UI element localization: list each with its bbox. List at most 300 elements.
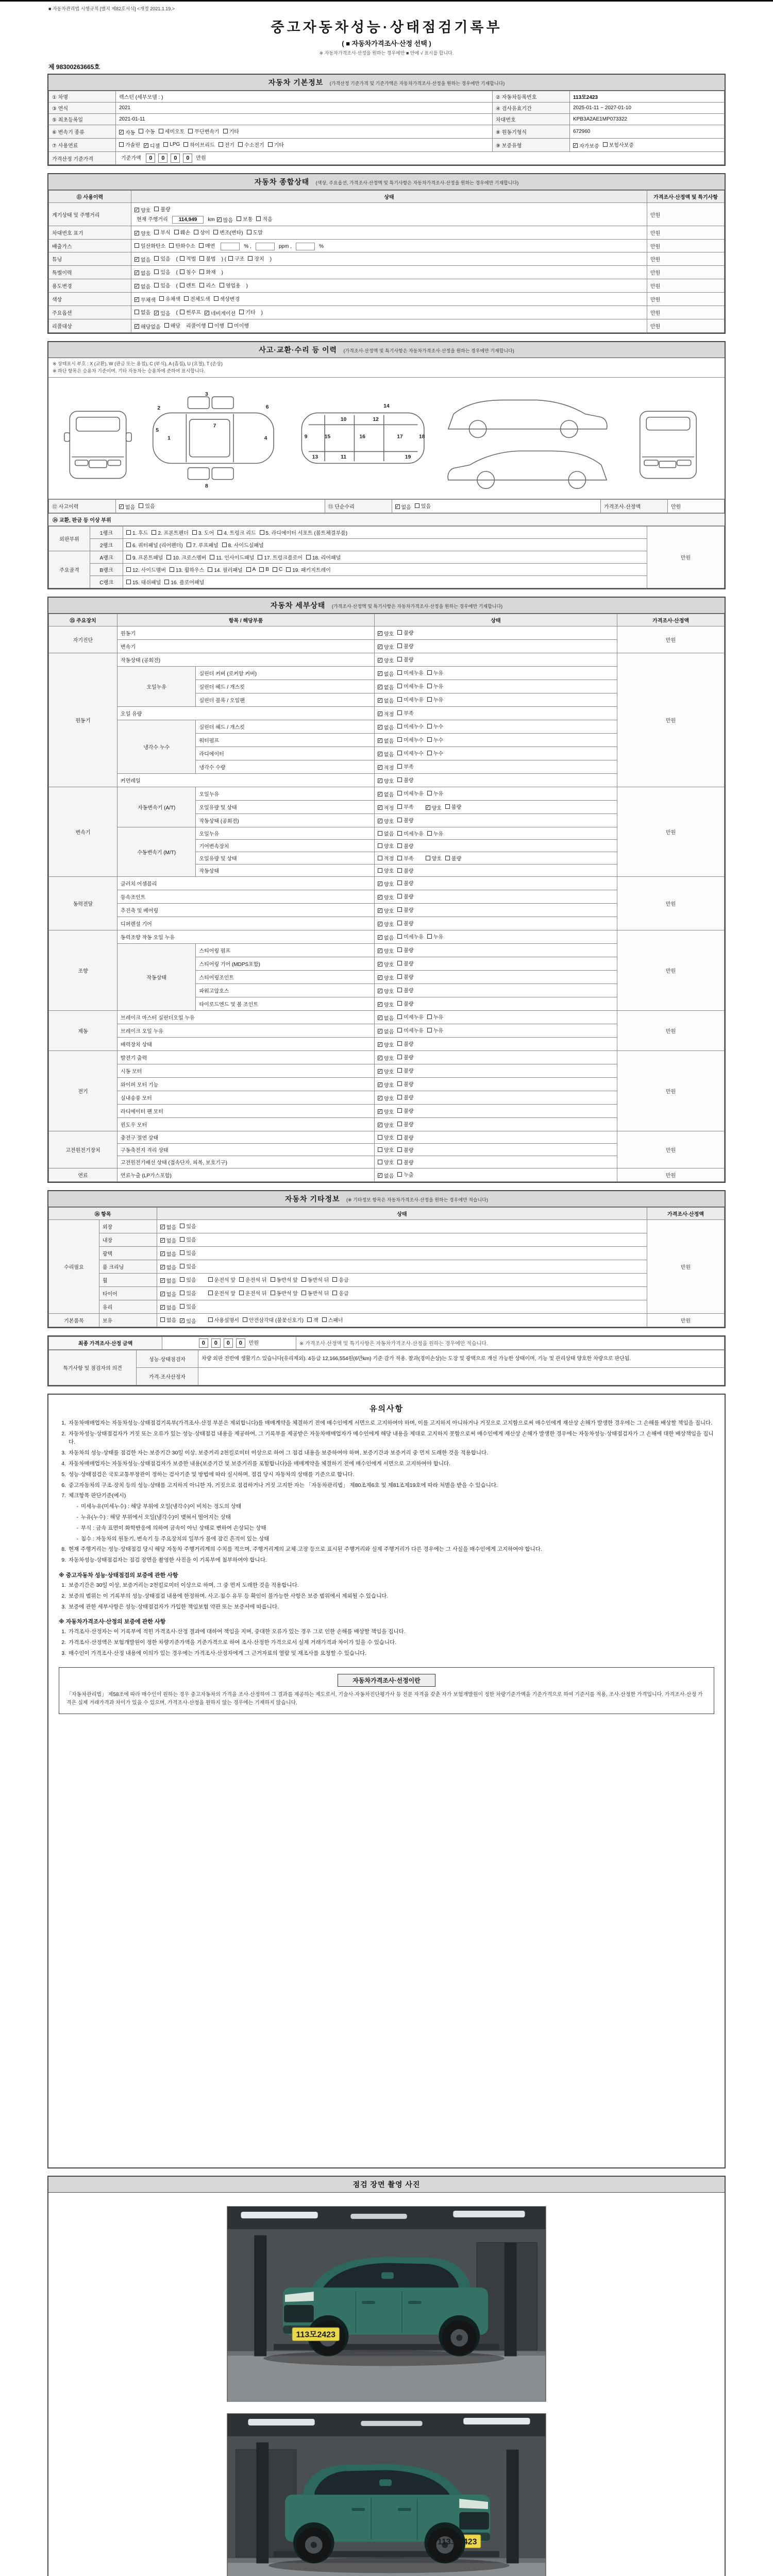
checkbox-누수[interactable] <box>427 749 443 757</box>
checkbox-운전석 뒤[interactable] <box>239 1289 266 1297</box>
checkbox-4. 트렁크 리드[interactable] <box>217 529 256 536</box>
checkbox-icon <box>397 934 402 939</box>
checkbox-label: 없음 <box>166 1292 177 1298</box>
checkbox-불량[interactable] <box>154 205 170 213</box>
detail-header-row <box>49 614 725 626</box>
part-state <box>374 626 617 639</box>
checkbox-불량[interactable] <box>397 973 413 980</box>
checkbox-있음[interactable] <box>180 1249 196 1257</box>
checkbox-미세누유[interactable] <box>397 1013 424 1021</box>
checkbox-미세누유[interactable] <box>397 829 424 837</box>
checkbox-누유[interactable] <box>427 669 443 676</box>
checkbox-리스[interactable] <box>199 281 215 289</box>
checkbox-없음[interactable] <box>135 308 150 316</box>
checkbox-label: 양호 <box>383 1069 394 1075</box>
checkbox-icon <box>397 856 402 860</box>
checkbox-응급[interactable] <box>332 1289 348 1297</box>
checkbox-icon <box>154 283 159 287</box>
checkbox-수소전기[interactable] <box>238 141 264 148</box>
checkbox-불량[interactable] <box>397 959 413 967</box>
checkbox-양호[interactable] <box>378 817 394 825</box>
checkbox-양호[interactable] <box>378 1158 394 1166</box>
checkbox-불량[interactable] <box>397 629 413 636</box>
checkbox-미세누유[interactable] <box>397 933 424 940</box>
checkbox-icon <box>246 567 251 572</box>
checkbox-적법[interactable] <box>180 255 196 262</box>
checkbox-label: 양호 <box>383 895 394 901</box>
checkbox-label: 양호 <box>383 1109 394 1115</box>
checkbox-누유[interactable] <box>427 933 443 940</box>
checkbox-도말[interactable] <box>247 228 263 236</box>
checkbox-checked-icon: ✓ <box>135 283 139 289</box>
checkbox-불량[interactable] <box>397 879 413 887</box>
checkbox-장치[interactable] <box>248 255 264 262</box>
checkbox-탄화수소[interactable] <box>169 242 195 249</box>
checkbox-양호[interactable] <box>378 987 394 995</box>
checkbox-label: 스패너 <box>328 1317 343 1324</box>
checkbox-있음[interactable] <box>180 1302 196 1310</box>
checkbox-없음[interactable] <box>160 1277 176 1284</box>
checkbox-부족[interactable] <box>397 854 413 862</box>
checkbox-누출[interactable] <box>397 1171 413 1178</box>
checkbox-icon <box>228 323 232 328</box>
checkbox-없음[interactable] <box>160 1303 176 1311</box>
checkbox-있음[interactable] <box>180 1276 196 1283</box>
checkbox-보통[interactable] <box>237 215 253 223</box>
checkbox-동반석 앞[interactable] <box>271 1276 298 1283</box>
checkbox-불량[interactable] <box>397 1053 413 1061</box>
checkbox-양호[interactable] <box>135 206 150 214</box>
checkbox-양호[interactable] <box>378 656 394 664</box>
checkbox-불량[interactable] <box>397 816 413 824</box>
price-digit: 0 <box>199 1338 208 1348</box>
checkbox-불량[interactable] <box>397 1120 413 1128</box>
part-label: 오일누유 <box>196 787 374 800</box>
inspection-valid-value: 2025-01-11 ~ 2027-01-10 <box>570 103 725 114</box>
checkbox-미이행[interactable] <box>228 321 249 329</box>
checkbox-icon <box>427 1014 432 1019</box>
checkbox-checked-icon: ✓ <box>378 764 382 770</box>
checkbox-유채색[interactable] <box>159 295 180 302</box>
checkbox-13. 휠하우스[interactable] <box>170 566 204 573</box>
checkbox-불량[interactable] <box>397 1080 413 1088</box>
checkbox-없음[interactable] <box>378 737 394 744</box>
checkbox-없음[interactable] <box>160 1250 176 1258</box>
checkbox-양호[interactable] <box>426 804 442 811</box>
checkbox-5. 라디에이터 서포트 (볼트체결부품)[interactable] <box>260 529 348 536</box>
checkbox-동반석 뒤[interactable] <box>301 1289 329 1297</box>
checkbox-없음[interactable] <box>378 1172 394 1179</box>
checkbox-양호[interactable] <box>378 1121 394 1129</box>
checkbox-누유[interactable] <box>427 696 443 703</box>
checkbox-미세누유[interactable] <box>397 669 424 676</box>
checkbox-불량[interactable] <box>445 854 461 862</box>
checkbox-동반석 앞[interactable] <box>271 1289 298 1297</box>
checkbox-B[interactable] <box>259 567 269 572</box>
checkbox-9. 프론트패널[interactable] <box>126 553 163 561</box>
checkbox-적정[interactable] <box>378 710 394 718</box>
checkbox-누유[interactable] <box>427 682 443 690</box>
notes-item-number: - <box>76 1503 78 1510</box>
checkbox-누유[interactable] <box>427 829 443 837</box>
checkbox-checked-icon: ✓ <box>119 503 124 509</box>
checkbox-무단변속기[interactable] <box>188 127 219 135</box>
checkbox-미세누유[interactable] <box>397 789 424 797</box>
checkbox-icon <box>174 230 179 234</box>
checkbox-icon <box>307 1317 312 1322</box>
checkbox-icon <box>194 230 198 234</box>
checkbox-전기[interactable] <box>219 141 234 148</box>
checkbox-icon <box>239 310 244 314</box>
part-state <box>374 1156 617 1168</box>
checkbox-세미오토[interactable] <box>159 127 185 135</box>
checkbox-label: 미세누유 <box>404 670 424 676</box>
checkbox-icon <box>219 142 223 147</box>
device-label: 조향 <box>49 930 117 1010</box>
checkbox-label: 누유 <box>433 831 444 837</box>
checkbox-동반석 뒤[interactable] <box>301 1276 329 1283</box>
checkbox-있음[interactable] <box>415 502 431 510</box>
checkbox-17. 트렁크플로어[interactable] <box>258 553 303 561</box>
checkbox-checked-icon: ✓ <box>160 1264 165 1269</box>
checkbox-양호[interactable] <box>378 893 394 901</box>
checkbox-양호[interactable] <box>378 867 394 874</box>
checkbox-있음[interactable] <box>180 1262 196 1270</box>
checkbox-없음[interactable] <box>378 934 394 941</box>
checkbox-양호[interactable] <box>135 229 150 237</box>
checkbox-A[interactable] <box>246 567 256 572</box>
checkbox-없음[interactable] <box>395 503 411 511</box>
checkbox-이행[interactable] <box>208 321 224 329</box>
checkbox-무채색[interactable] <box>135 296 156 303</box>
accident-price-label: 가격조사·산정액 <box>601 499 668 513</box>
checkbox-디젤[interactable] <box>144 142 160 149</box>
misc-item-label: 유리 <box>99 1300 157 1313</box>
checkbox-icon <box>126 555 131 560</box>
checkbox-적정[interactable] <box>378 804 394 811</box>
checkbox-양호[interactable] <box>426 854 442 862</box>
checkbox-icon <box>427 934 432 939</box>
checkbox-없음[interactable] <box>378 723 394 731</box>
checkbox-label: 없음 <box>383 1173 394 1179</box>
checkbox-label: 이행 <box>214 324 224 329</box>
checkbox-미세누유[interactable] <box>397 682 424 690</box>
checkbox-적정[interactable] <box>378 764 394 771</box>
misc-item-state <box>157 1273 647 1286</box>
checkbox-운전석 뒤[interactable] <box>239 1276 266 1283</box>
checkbox-양호[interactable] <box>378 960 394 968</box>
checkbox-가솔린[interactable] <box>119 141 140 148</box>
checkbox-label: 불량 <box>404 1160 414 1166</box>
checkbox-양호[interactable] <box>378 974 394 981</box>
checkbox-양호[interactable] <box>378 1081 394 1089</box>
checkbox-양호[interactable] <box>378 842 394 850</box>
checkbox-미세누수[interactable] <box>397 749 424 757</box>
checkbox-있음[interactable] <box>139 502 155 510</box>
checkbox-불량[interactable] <box>397 999 413 1007</box>
checkbox-없음[interactable] <box>378 829 394 837</box>
notes-item <box>59 1419 714 1428</box>
checkbox-있음[interactable] <box>154 309 170 317</box>
checkbox-불량[interactable] <box>397 642 413 650</box>
checkbox-불량[interactable] <box>397 655 413 663</box>
checkbox-일산화탄소[interactable] <box>135 242 165 249</box>
checkbox-양호[interactable] <box>378 777 394 785</box>
checkbox-누유[interactable] <box>427 1026 443 1034</box>
misc-item-label: 광택 <box>99 1246 157 1260</box>
checkbox-없음[interactable] <box>160 1236 176 1244</box>
checkbox-LPG[interactable] <box>163 142 180 147</box>
checkbox-불량[interactable] <box>397 1158 413 1166</box>
checkbox-없음[interactable] <box>378 750 394 758</box>
part-state <box>374 733 617 747</box>
checkbox-양호[interactable] <box>378 947 394 955</box>
checkbox-불량[interactable] <box>397 1066 413 1074</box>
usage-row <box>49 266 725 279</box>
checkbox-스패너[interactable] <box>322 1316 343 1324</box>
checkbox-없음[interactable] <box>160 1316 176 1324</box>
checkbox-적음[interactable] <box>256 215 272 223</box>
checkbox-불량[interactable] <box>397 1146 413 1154</box>
checkbox-icon <box>397 843 402 848</box>
checkbox-안전삼각대 (불꽃신호기)[interactable] <box>243 1316 304 1324</box>
checkbox-불량[interactable] <box>397 946 413 954</box>
checkbox-icon <box>397 1055 402 1059</box>
checkbox-8. 사이드실패널[interactable] <box>222 541 264 549</box>
checkbox-icon <box>154 230 159 234</box>
checkbox-운전석 앞[interactable] <box>208 1276 236 1283</box>
checkbox-썬루프[interactable] <box>180 308 201 316</box>
checkbox-label: 없음 <box>141 258 151 263</box>
checkbox-label: 양호 <box>383 1002 394 1008</box>
notes-item <box>71 1513 714 1522</box>
checkbox-해당[interactable] <box>164 321 180 329</box>
checkbox-checked-icon: ✓ <box>135 297 139 302</box>
checkbox-해당없음[interactable] <box>135 323 161 330</box>
checkbox-16. 플로어패널[interactable] <box>164 578 204 586</box>
checkbox-label: 많음 <box>223 218 233 224</box>
checkbox-미세누유[interactable] <box>397 696 424 703</box>
checkbox-label: 누유 <box>433 684 444 690</box>
checkbox-운전석 앞[interactable] <box>208 1289 236 1297</box>
checkbox-양호[interactable] <box>378 1133 394 1141</box>
checkbox-기타[interactable] <box>239 308 255 316</box>
checkbox-없음[interactable] <box>119 503 135 511</box>
checkbox-화재[interactable] <box>199 268 215 276</box>
misc-row <box>49 1219 725 1233</box>
checkbox-하이브리드[interactable] <box>183 141 214 148</box>
checkbox-없음[interactable] <box>135 269 150 277</box>
checkbox-양호[interactable] <box>378 1146 394 1154</box>
checkbox-응급[interactable] <box>332 1276 348 1283</box>
notes-item-number: 5. <box>61 1471 66 1478</box>
part-state <box>374 852 617 864</box>
checkbox-네비게이션[interactable] <box>205 309 236 317</box>
checkbox-양호[interactable] <box>378 1094 394 1102</box>
checkbox-icon <box>273 567 277 572</box>
checkbox-icon <box>397 710 402 715</box>
checkbox-없음[interactable] <box>378 670 394 677</box>
car-rear-view-outline <box>640 411 696 478</box>
checkbox-부식[interactable] <box>154 228 170 236</box>
checkbox-양호[interactable] <box>378 920 394 928</box>
checkbox-자가보증[interactable] <box>573 142 599 149</box>
checkbox-렌트[interactable] <box>180 281 196 289</box>
checkbox-불량[interactable] <box>397 906 413 913</box>
checkbox-없음[interactable] <box>378 697 394 704</box>
checkbox-19. 패키지트레이[interactable] <box>286 566 331 573</box>
checkbox-icon <box>397 974 402 979</box>
checkbox-label: 없음 <box>141 310 151 316</box>
checkbox-불량[interactable] <box>445 803 461 810</box>
checkbox-침수[interactable] <box>180 268 196 276</box>
checkbox-label: 불량 <box>404 921 414 927</box>
checkbox-부족[interactable] <box>397 762 413 770</box>
checkbox-없음[interactable] <box>135 256 150 263</box>
checkbox-있음[interactable] <box>180 1289 196 1297</box>
checkbox-훼손[interactable] <box>174 228 190 236</box>
checkbox-있음[interactable] <box>154 281 170 289</box>
checkbox-label: 미세누유 <box>404 934 424 940</box>
checkbox-매연[interactable] <box>199 242 215 249</box>
checkbox-불량[interactable] <box>397 867 413 874</box>
checkbox-불량[interactable] <box>397 842 413 850</box>
checkbox-양호[interactable] <box>378 1001 394 1008</box>
checkbox-기타[interactable] <box>268 141 284 148</box>
price-cell: 만원 <box>617 1050 725 1131</box>
checkbox-없음[interactable] <box>135 282 150 290</box>
checkbox-11. 인사이드패널[interactable] <box>210 553 254 561</box>
checkbox-없음[interactable] <box>378 790 394 798</box>
checkbox-있음[interactable] <box>180 1317 196 1325</box>
checkbox-없음[interactable] <box>160 1263 176 1271</box>
checkbox-icon <box>256 216 261 221</box>
checkbox-없음[interactable] <box>160 1290 176 1298</box>
checkbox-14. 필러패널[interactable] <box>208 566 242 573</box>
checkbox-있음[interactable] <box>180 1235 196 1243</box>
checkbox-양호[interactable] <box>378 1041 394 1048</box>
checkbox-2. 프론트펜더[interactable] <box>152 529 188 536</box>
checkbox-불량[interactable] <box>397 1133 413 1141</box>
checkbox-불량[interactable] <box>397 776 413 784</box>
detail-row <box>49 626 725 639</box>
checkbox-18. 리어패널[interactable] <box>306 553 341 561</box>
checkbox-label: 기타 <box>274 143 284 148</box>
exchange-section-label: ⑭ 교환, 판금 등 이상 부위 <box>48 513 725 526</box>
checkbox-label: 응급 <box>339 1277 349 1283</box>
checkbox-사용설명서[interactable] <box>208 1316 239 1324</box>
price-digit: 0 <box>158 154 167 163</box>
checkbox-미세누수[interactable] <box>397 736 424 743</box>
checkbox-없음[interactable] <box>160 1223 176 1231</box>
panel-number-10: 10 <box>340 417 347 423</box>
checkbox-checked-icon: ✓ <box>573 143 578 148</box>
exchange-row <box>49 526 725 538</box>
checkbox-부족[interactable] <box>397 803 413 810</box>
checkbox-1. 후드[interactable] <box>126 529 148 536</box>
checkbox-icon <box>180 1250 184 1255</box>
checkbox-양호[interactable] <box>378 880 394 888</box>
checkbox-label: 불량 <box>404 894 414 900</box>
checkbox-icon <box>208 1277 213 1282</box>
part-label: 배력장치 상태 <box>117 1037 375 1050</box>
checkbox-양호[interactable] <box>378 907 394 914</box>
checkbox-불량[interactable] <box>397 1107 413 1114</box>
checkbox-없음[interactable] <box>378 1014 394 1022</box>
checkbox-미세누유[interactable] <box>397 1026 424 1034</box>
checkbox-label: 불량 <box>404 1068 414 1074</box>
checkbox-자동[interactable] <box>119 128 135 136</box>
checkbox-보험사보증[interactable] <box>603 141 634 148</box>
checkbox-icon <box>160 1317 165 1322</box>
checkbox-label: 2. 프론트펜더 <box>158 530 189 536</box>
checkbox-icon <box>397 684 402 688</box>
checkbox-누수[interactable] <box>427 736 443 743</box>
registration-number-value: 113모2423 <box>570 91 725 103</box>
checkbox-있음[interactable] <box>180 1222 196 1230</box>
checkbox-없음[interactable] <box>378 683 394 691</box>
checkbox-영업용[interactable] <box>220 281 241 289</box>
checkbox-10. 크로스멤버[interactable] <box>166 553 206 561</box>
checkbox-없음[interactable] <box>378 1027 394 1035</box>
checkbox-누수[interactable] <box>427 722 443 730</box>
checkbox-15. 대쉬패널[interactable] <box>126 578 161 586</box>
checkbox-있음[interactable] <box>154 255 170 262</box>
checkbox-변조(변타)[interactable] <box>213 228 243 236</box>
checkbox-C[interactable] <box>273 567 282 572</box>
notes-item <box>59 1470 714 1479</box>
checkbox-적정[interactable] <box>378 854 394 862</box>
usage-row <box>49 226 725 240</box>
checkbox-전체도색[interactable] <box>184 295 210 302</box>
checkbox-불량[interactable] <box>397 986 413 994</box>
part-label: 발전기 출력 <box>117 1050 375 1064</box>
checkbox-부족[interactable] <box>397 709 413 717</box>
checkbox-불법[interactable] <box>199 255 215 262</box>
checkbox-누유[interactable] <box>427 1013 443 1021</box>
checkbox-3. 도어[interactable] <box>192 529 214 536</box>
checkbox-구조[interactable] <box>228 255 244 262</box>
checkbox-색상변경[interactable] <box>214 295 240 302</box>
checkbox-기타[interactable] <box>223 127 239 135</box>
checkbox-미세누수[interactable] <box>397 722 424 730</box>
device-label: 고전원전기장치 <box>49 1131 117 1168</box>
checkbox-불량[interactable] <box>397 919 413 927</box>
inline-text: ( <box>176 270 178 276</box>
checkbox-불량[interactable] <box>397 1040 413 1047</box>
checkbox-있음[interactable] <box>154 268 170 276</box>
checkbox-불량[interactable] <box>397 1093 413 1101</box>
checkbox-label: 네비게이션 <box>210 311 236 317</box>
checkbox-양호[interactable] <box>378 630 394 637</box>
checkbox-상이[interactable] <box>194 228 210 236</box>
checkbox-많음[interactable] <box>217 216 233 224</box>
checkbox-label: 미세누유 <box>404 697 424 703</box>
checkbox-양호[interactable] <box>378 1054 394 1062</box>
checkbox-양호[interactable] <box>378 1067 394 1075</box>
checkbox-양호[interactable] <box>378 1108 394 1115</box>
checkbox-누유[interactable] <box>427 789 443 797</box>
checkbox-icon <box>397 630 402 635</box>
checkbox-12. 사이드멤버[interactable] <box>126 566 166 573</box>
checkbox-불량[interactable] <box>397 892 413 900</box>
checkbox-수동[interactable] <box>139 127 155 135</box>
checkbox-양호[interactable] <box>378 643 394 651</box>
checkbox-6. 쿼터패널 (리어펜더)[interactable] <box>126 541 183 549</box>
checkbox-label: 미세누유 <box>404 831 424 837</box>
checkbox-7. 루프패널[interactable] <box>187 541 219 549</box>
checkbox-잭[interactable] <box>307 1316 318 1324</box>
